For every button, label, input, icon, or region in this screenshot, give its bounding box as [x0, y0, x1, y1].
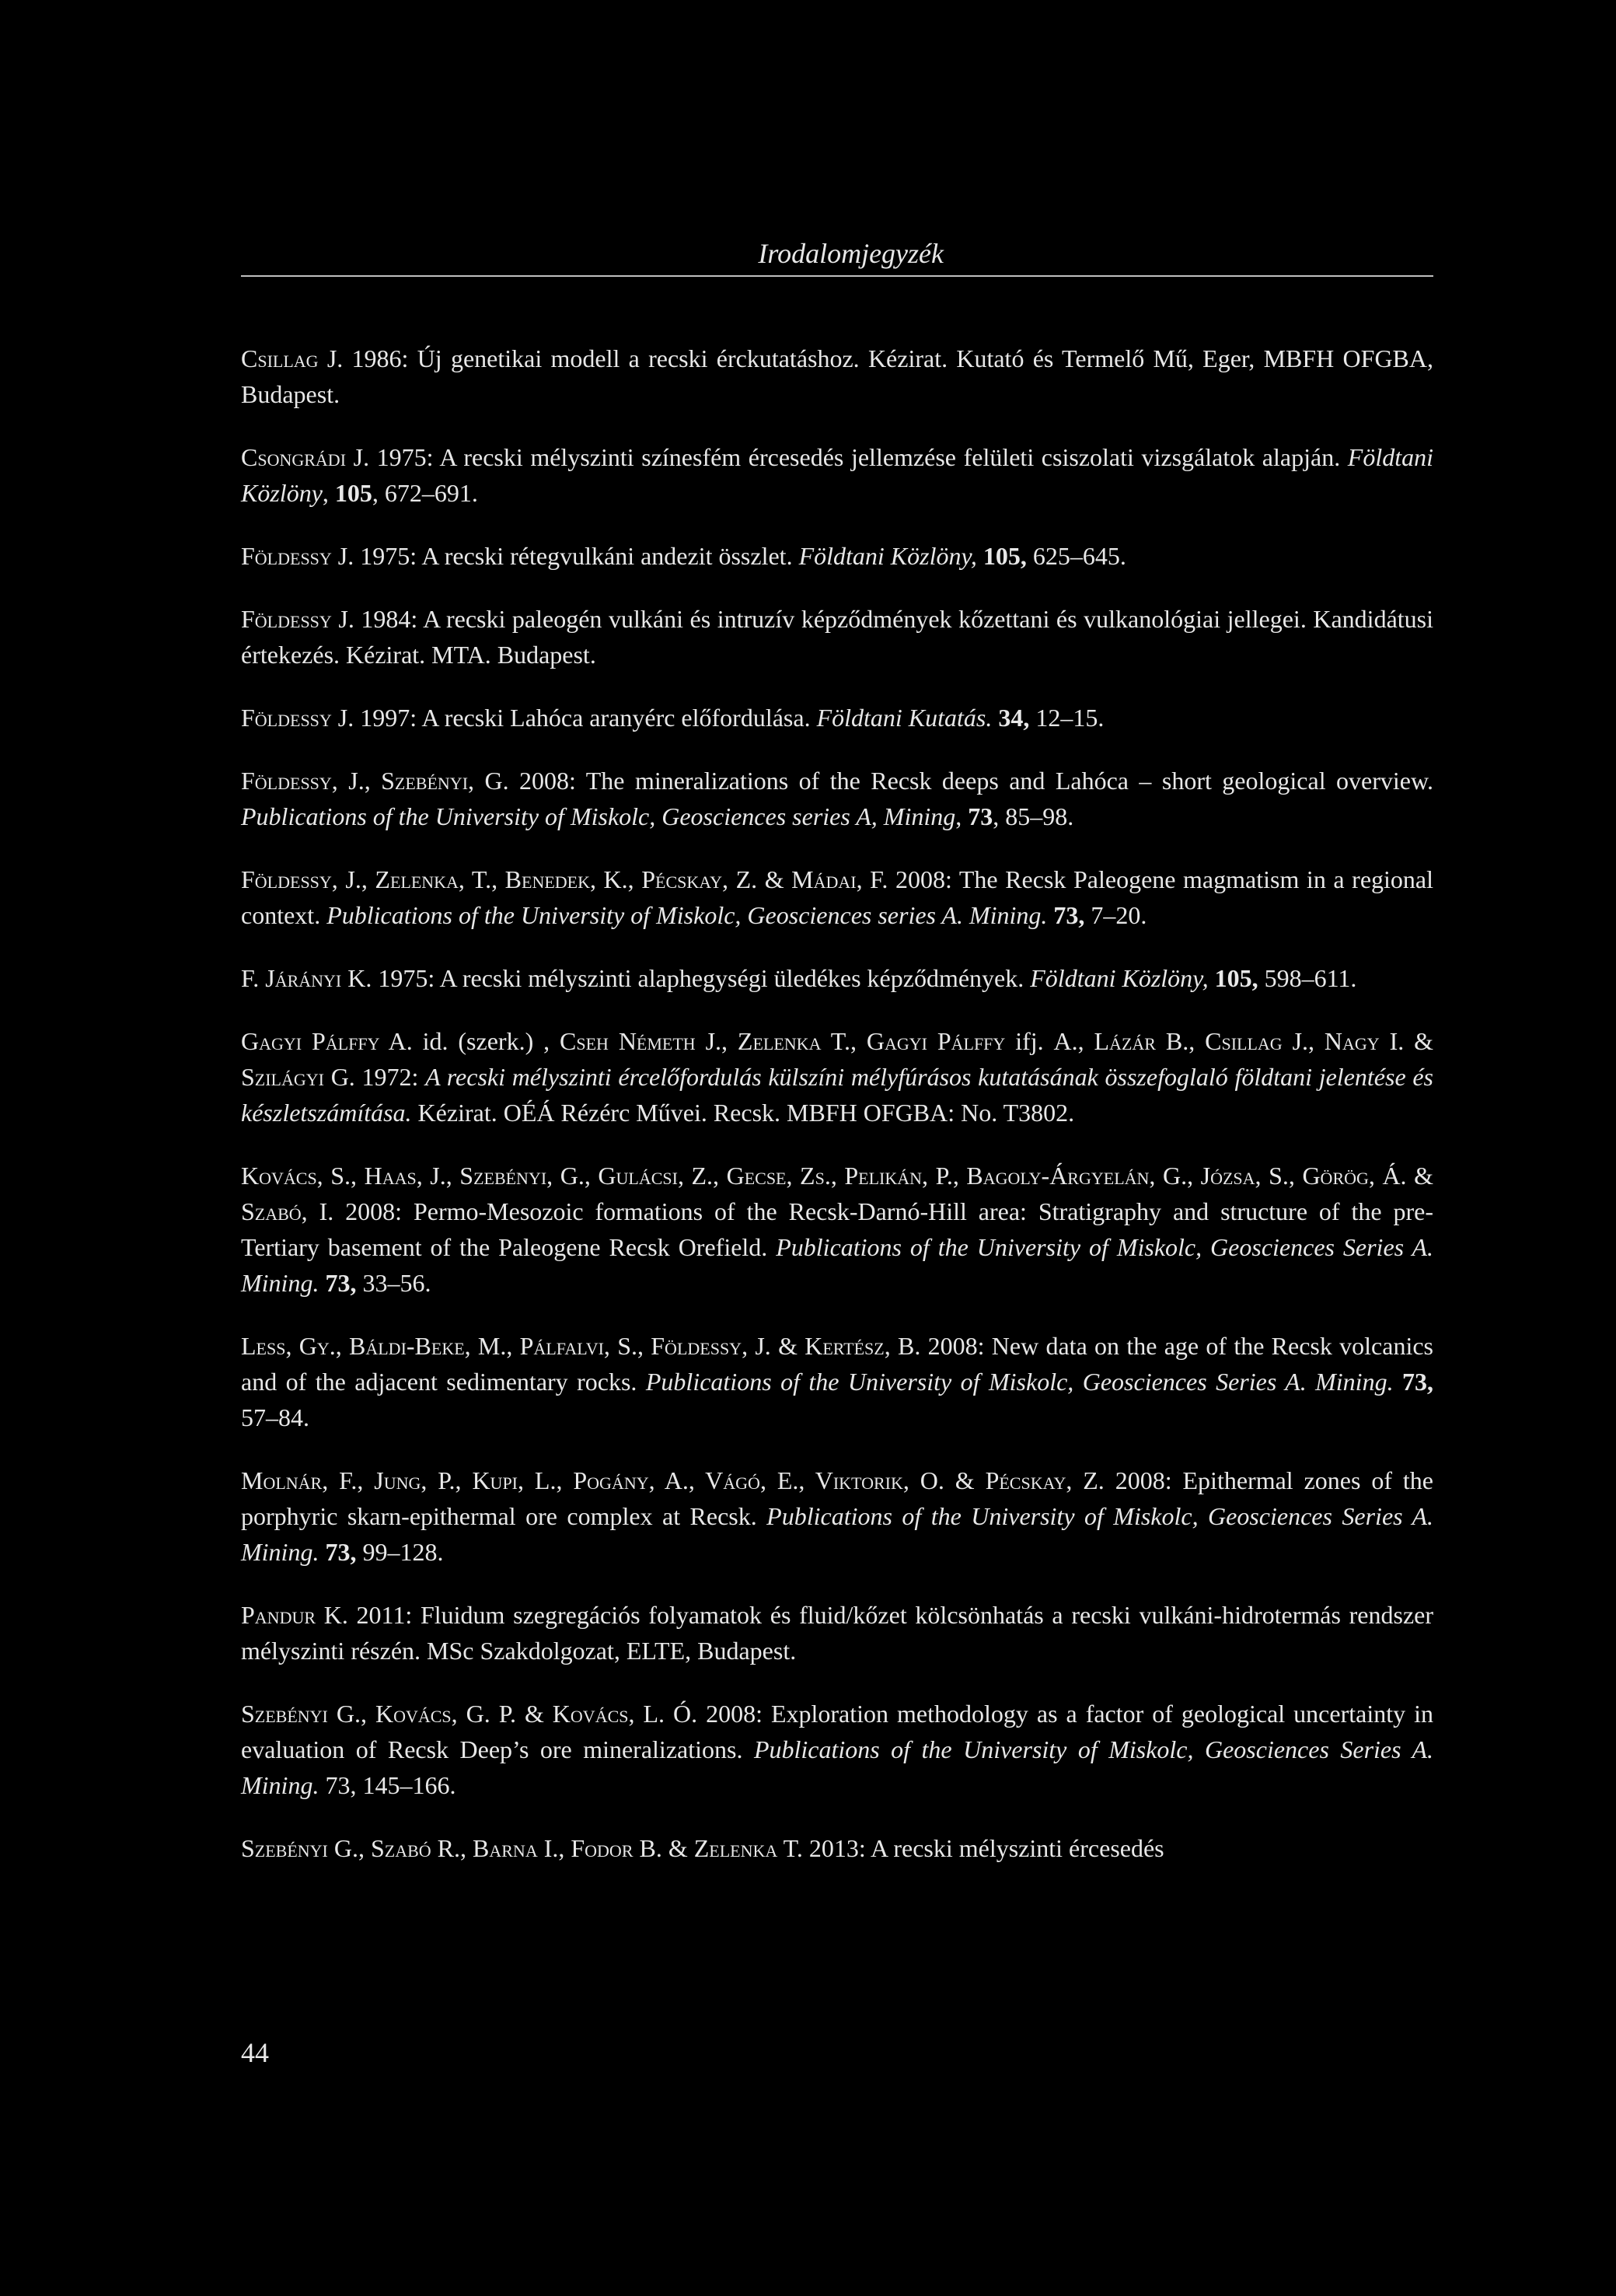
page-number: 44 — [241, 2037, 269, 2068]
reference-volume: 73, — [1402, 1368, 1434, 1396]
reference-volume: 105 — [334, 479, 372, 507]
reference-text: 73, 145–166. — [319, 1771, 456, 1799]
header-title: Irodalomjegyzék — [758, 238, 944, 269]
reference-entry — [241, 1158, 1433, 1301]
reference-text: ifj. — [1005, 1027, 1054, 1055]
reference-entry — [241, 1830, 1433, 1866]
reference-text: 1997: A recski Lahóca aranyérc előfordulása. — [354, 704, 817, 732]
reference-volume: 34, — [998, 704, 1030, 732]
reference-entry — [241, 1023, 1433, 1131]
reference-entry — [241, 1597, 1433, 1669]
reference-text: 1972: — [354, 1063, 426, 1091]
reference-authors: Cseh Németh J., Zelenka T., Gagyi Pálffy — [560, 1027, 1006, 1055]
reference-authors: Földessy J. — [241, 542, 354, 570]
reference-source: Publications of the University of Miskolc, Geosciences Series A. Mining. — [241, 1735, 1434, 1799]
reference-source: Földtani Közlöny, — [1030, 964, 1209, 992]
reference-authors: Földessy J. — [241, 704, 354, 732]
reference-source: Publications of the University of Miskolc, Geosciences Series A. Mining. — [645, 1368, 1394, 1396]
reference-authors: Földessy, J., Zelenka, T., Benedek, K., Pécskay, Z. & Mádai, F. — [241, 865, 888, 893]
reference-text: 2008: Permo-Mesozoic formations of the Recsk-Darnó-Hill area: Stratigraphy and structure of the pre-Tertiary basement of the Paleogene Recsk Orefield. — [241, 1197, 1434, 1261]
reference-text: 1984: A recski paleogén vulkáni és intruzív képződmények kőzettani és vulkanológiai jellegei. Kandidátusi értekezés. Kézirat. MTA. Budapest. — [241, 605, 1434, 669]
reference-authors: Csillag J. — [241, 344, 344, 372]
reference-text: id. (szerk.) , — [412, 1027, 560, 1055]
reference-entry — [241, 1463, 1433, 1570]
reference-text: 33–56. — [356, 1269, 431, 1297]
reference-entry — [241, 960, 1433, 996]
reference-text: 2008: The mineralizations of the Recsk deeps and Lahóca – short geological overview. — [508, 767, 1434, 795]
reference-authors: Less, Gy., Báldi-Beke, M., Pálfalvi, S., Földessy, J. & Kertész, B. — [241, 1332, 921, 1360]
reference-source: Publications of the University of Miskolc, Geosciences series A. Mining. — [326, 901, 1048, 929]
reference-list — [241, 341, 1433, 1893]
reference-entry — [241, 439, 1433, 511]
reference-authors: Földessy, J., Szebényi, G. — [241, 767, 509, 795]
reference-authors: A., Lázár B., Csillag J., Nagy I. & Szilágyi G. — [241, 1027, 1434, 1091]
reference-text: , — [955, 802, 969, 830]
reference-entry — [241, 861, 1433, 933]
reference-entry — [241, 341, 1433, 412]
reference-text: 1975: A recski mélyszinti színesfém ércesedés jellemzése felületi csiszolati vizsgálatok alapján. — [369, 443, 1348, 471]
reference-entry — [241, 700, 1433, 736]
reference-authors: Szebényi G., Szabó R., Barna I., Fodor B. & Zelenka T. — [241, 1834, 803, 1862]
reference-volume: 105, — [1214, 964, 1258, 992]
reference-text: 7–20. — [1084, 901, 1147, 929]
reference-text — [1394, 1368, 1402, 1396]
reference-authors: Szebényi G., Kovács, G. P. & Kovács, L. Ó. — [241, 1700, 698, 1728]
reference-text: 598–611. — [1258, 964, 1357, 992]
reference-text: 625–645. — [1026, 542, 1126, 570]
reference-text: 2008: New data on the age of the Recsk volcanics and of the adjacent sedimentary rocks. — [241, 1332, 1434, 1396]
reference-text — [977, 542, 983, 570]
reference-volume: 73, — [1053, 901, 1085, 929]
reference-entry — [241, 538, 1433, 574]
reference-authors: Molnár, F., Jung, P., Kupi, L., Pogány, A., Vágó, E., Viktorik, O. & Pécskay, Z. — [241, 1466, 1105, 1494]
reference-volume: 73, — [325, 1538, 357, 1566]
reference-volume: 73 — [968, 802, 993, 830]
reference-entry — [241, 601, 1433, 673]
reference-authors: Pandur K. — [241, 1601, 348, 1629]
reference-text: 12–15. — [1029, 704, 1105, 732]
reference-text: 2008: Exploration methodology as a factor of geological uncertainty in evaluation of Recsk Deep’s ore mineralizations. — [241, 1700, 1433, 1763]
reference-authors: F. Járányi K. — [241, 964, 372, 992]
reference-text: 1975: A recski mélyszinti alaphegységi üledékes képződmények. — [372, 964, 1031, 992]
reference-text: 1986: Új genetikai modell a recski érckutatáshoz. Kézirat. Kutató és Termelő Mű, Eger, MBFH OFGBA, Budapest. — [241, 344, 1434, 408]
reference-text: , 672–691. — [372, 479, 478, 507]
reference-entry — [241, 1328, 1433, 1435]
running-header — [241, 235, 1433, 277]
reference-entry — [241, 763, 1433, 834]
reference-text: 1975: A recski rétegvulkáni andezit összlet. — [354, 542, 799, 570]
reference-authors: Földessy J. — [241, 605, 354, 633]
reference-source: A recski mélyszinti ércelőfordulás külszíni mélyfúrásos kutatásának összefoglaló földtani jelentése és készletszámítása. — [241, 1063, 1434, 1127]
reference-text: 2008: The Recsk Paleogene magmatism in a regional context. — [241, 865, 1433, 929]
reference-source: Publications of the University of Miskolc, Geosciences Series A. Mining. — [241, 1502, 1433, 1566]
reference-authors: Kovács, S., Haas, J., Szebényi, G., Gulácsi, Z., Gecse, Zs., Pelikán, P., Bagoly-Árgyelán, G., Józsa, S., Görög, Á. & Szabó, I. — [241, 1162, 1433, 1225]
reference-text: 2008: Epithermal zones of the porphyric skarn-epithermal ore complex at Recsk. — [241, 1466, 1434, 1530]
reference-text: 57–84. — [241, 1403, 309, 1431]
reference-text — [1209, 964, 1215, 992]
reference-authors: Gagyi Pálffy A. — [241, 1027, 413, 1055]
reference-text: 2011: Fluidum szegregációs folyamatok és fluid/kőzet kölcsönhatás a recski vulkáni-hidrotermás rendszer mélyszinti részén. MSc Szakdolgozat, ELTE, Budapest. — [241, 1601, 1433, 1665]
reference-volume: 105, — [983, 542, 1027, 570]
reference-source: Publications of the University of Miskolc, Geosciences Series A. Mining. — [241, 1233, 1434, 1297]
reference-text: 2013: A recski mélyszinti ércesedés — [802, 1834, 1164, 1862]
reference-source: Földtani Közlöny — [241, 443, 1433, 507]
reference-entry — [241, 1696, 1433, 1803]
reference-source: Publications of the University of Miskolc, Geosciences series A, Mining — [241, 802, 956, 830]
reference-source: Földtani Közlöny, — [798, 542, 977, 570]
reference-volume: 73, — [325, 1269, 357, 1297]
reference-authors: Csongrádi J. — [241, 443, 370, 471]
reference-source: Földtani Kutatás. — [816, 704, 993, 732]
reference-text: 99–128. — [356, 1538, 444, 1566]
reference-text: , 85–98. — [993, 802, 1074, 830]
reference-text: , — [322, 479, 335, 507]
reference-text: Kézirat. OÉÁ Rézérc Művei. Recsk. MBFH OFGBA: No. T3802. — [411, 1099, 1075, 1127]
